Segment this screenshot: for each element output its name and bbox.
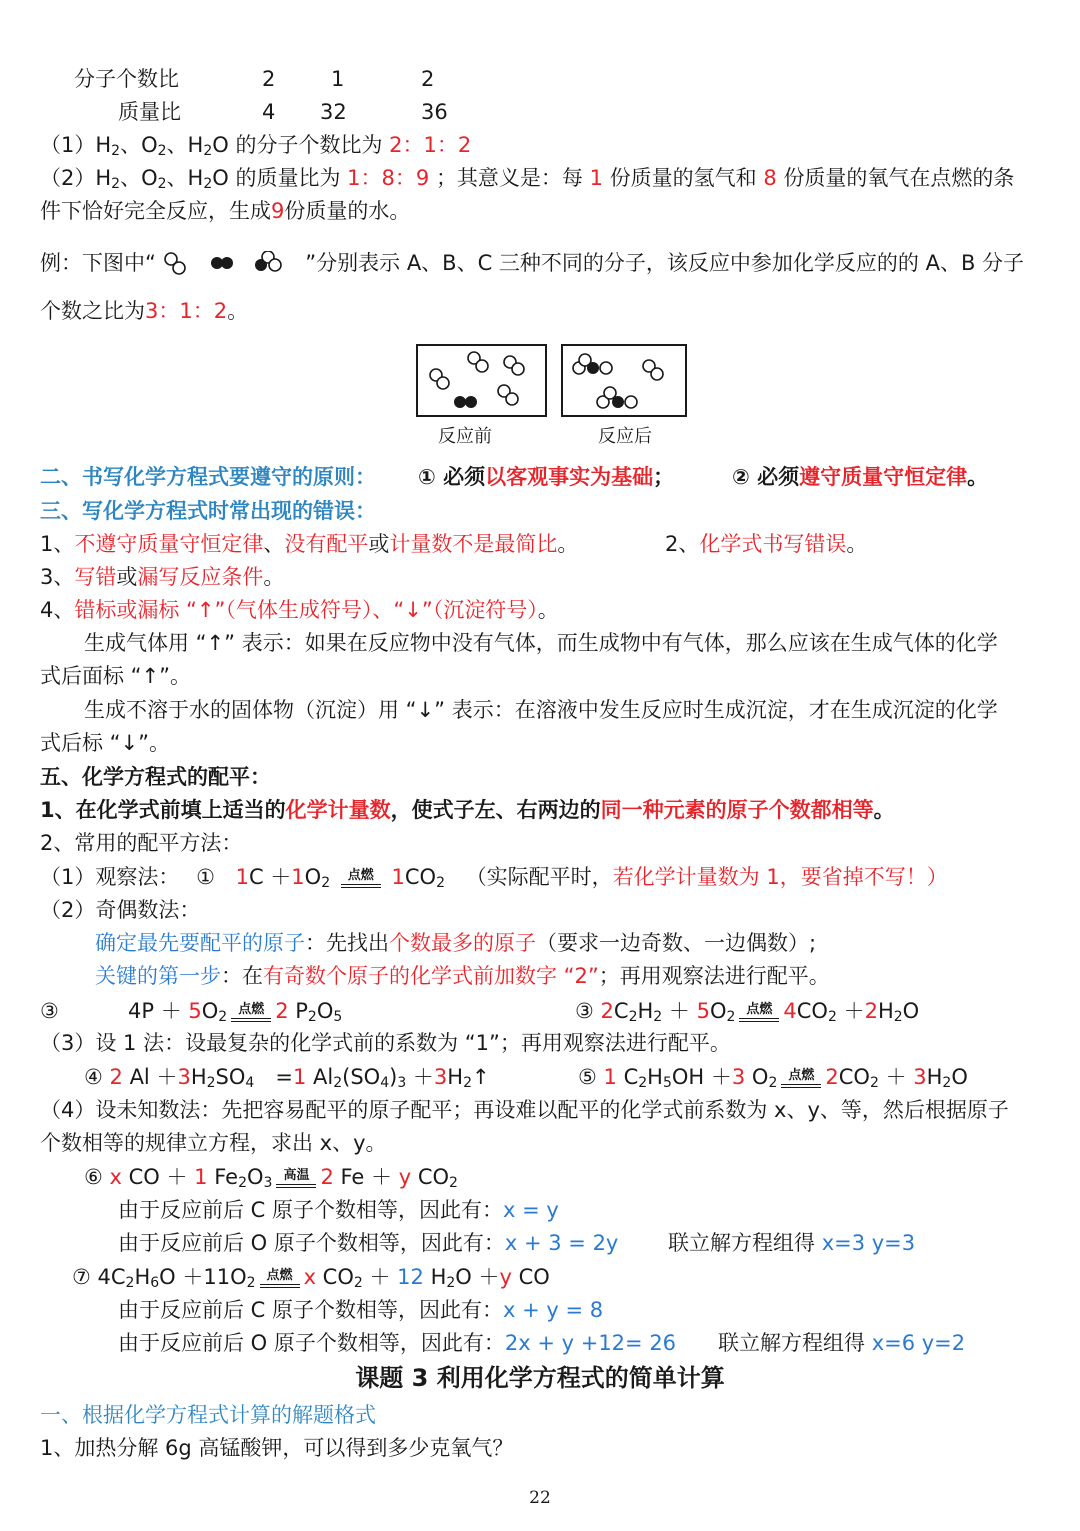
- molecules-before-diagram: [418, 346, 545, 415]
- balancing-definition: 1、在化学式前填上适当的化学计量数，使式子左、右两边的同一种元素的原子个数都相等。: [40, 798, 895, 822]
- after-label: 反应后: [598, 426, 652, 447]
- document-page: 分子个数比 2 1 2 质量比 4 32 36 $(1)H_2$、$O_2$、$H_2O$ 的分子个数比为 2：1：2 $(2)H_2$、$O_2$、$H_2O$ 的质量比为 1：8：9 ；其意义是：每 1 份质量的氢气和 8 份质量的氧气在点燃的条 件下恰好完全反应，生成9份质量的水。 例：下图中“ ”分别表示 A、B、C 三种不同的分子，该反应中参加化学反应的的 A、B 分子 个数之比为3：1：2。 反应前 反应后 二、书写化学方程式要遵守的原则： ① 必须以客观事实为基础； ② 必须遵守质量守恒定律。 三、写化学方程式时常出现的错误： 1、不遵守质量守恒定律、没有配平或计量数不是最简比。 2、化学式书写错误。 3、写错或漏写反应条件。 4、错标或漏标 “↑”（气体生成符号）、“↓”（沉淀符号）。 生成气体用 “↑” 表示：如果在反应物中没有气体，而生成物中有气体，那么应该在生成气体的化学 式后面标 “↑”。 生成不溶于水的固体物（沉淀）用 “↓” 表示：在溶液中发生反应时生成沉淀，才在生成沉淀的化学 式后标 “↓”。 五、化学方程式的配平： 1、在化学式前填上适当的化学计量数，使式子左、右两边的同一种元素的原子个数都相等。 2、常用的配平方法： （1）观察法： ① $1C +1O_2$ 点燃 $1CO_2$ （实际配平时，若化学计量数为 1，要省掉不写！） （2）奇偶数法： 确定最先要配平的原子：先找出个数最多的原子（要求一边奇数、一边偶数）; 关键的第一步：在有奇数个原子的化学式前加数字 “2”；再用观察法进行配平。 ③ $4P + 5O_2$ 点燃 2 $P_2O_5$ ③ $2C_2H_2 + 5O_2$ 点燃 $4CO_2 +2H_2O$ （3）设 1 法：设最复杂的化学式前的系数为 “1”；再用观察法进行配平。 ④ 2 $Al +3H_2SO_4$ =1 $Al_2(SO_4)_3$ $+3H_2↑$ ⑤ 1 $C_2H_5OH +3$ $O_2$ 点燃 $2CO_2 + 3H_2O$ （4）设未知数法：先把容易配平的原子配平；再设难以配平的化学式前系数为 x、y、等，然后根据原子 个数相等的规律立方程，求出 x、y。 ⑥ x CO ＋ 1 $Fe_2O_3$ 高温 2 Fe ＋ y $CO_2$ 由于反应前后 C 原子个数相等，因此有：x = y 由于反应前后 O 原子个数相等，因此有：x + 3 = 2y 联立解方程组得 x=3 y=3 ⑦ $4C_2H_6O +11O_2$ 点燃 x $CO_2 + 12$ $H_2O +y$ CO 由于反应前后 C 原子个数相等，因此有：x + y = 8 由于反应前后 O 原子个数相等，因此有：2x + y +12= 26 联立解方程组得 x=6 y=2 课题 3 利用化学方程式的简单计算 一、根据化学方程式计算的解题格式 1、加热分解 6g 高锰酸钾，可以得到多少克氧气？ 22: [0, 0, 1080, 1531]
- method-set-one: （3）设 1 法：设最复杂的化学式前的系数为 “1”；再用观察法进行配平。: [40, 1031, 731, 1055]
- method-unknowns-cont: 个数相等的规律立方程，求出 x、y。: [40, 1131, 387, 1155]
- ratio-statement-1: $(1)H_2$、$O_2$、$H_2O$ 的分子个数比为 2：1：2: [40, 133, 472, 159]
- reaction-before-box: [416, 344, 547, 417]
- precipitate-rule: 生成不溶于水的固体物（沉淀）用 “↓” 表示：在溶液中发生反应时生成沉淀，才在生成沉淀的化学: [84, 698, 998, 722]
- ratio-statement-2-cont: 件下恰好完全反应，生成9份质量的水。: [40, 199, 411, 223]
- lesson-title: 课题 3 利用化学方程式的简单计算: [355, 1364, 725, 1392]
- section-principles: 二、书写化学方程式要遵守的原则： ① 必须以客观事实为基础； ② 必须遵守质量守恒定律。: [40, 465, 989, 489]
- page-number: 22: [529, 1488, 551, 1508]
- balancing-methods: 2、常用的配平方法：: [40, 831, 243, 855]
- reaction-after-box: [561, 344, 687, 417]
- odd-even-step-1: 确定最先要配平的原子：先找出个数最多的原子（要求一边奇数、一边偶数）;: [95, 931, 817, 955]
- section-balancing-heading: 五、化学方程式的配平：: [40, 765, 271, 789]
- gas-rule-cont: 式后面标 “↑”。: [40, 664, 192, 688]
- molecules-after-diagram: [563, 346, 685, 415]
- calc-format-heading: 一、根据化学方程式计算的解题格式: [40, 1403, 376, 1427]
- precipitate-rule-cont: 式后标 “↓”。: [40, 731, 171, 755]
- error-4: 4、错标或漏标 “↑”（气体生成符号）、“↓”（沉淀符号）。: [40, 598, 559, 622]
- example-line: 例：下图中“ ”分别表示 A、B、C 三种不同的分子，该反应中参加化学反应的的 A、B 分子: [40, 251, 1025, 275]
- condition-ignite: 点燃: [341, 869, 381, 888]
- method-unknowns: （4）设未知数法：先把容易配平的原子配平；再设难以配平的化学式前系数为 x、y、等，然后根据原子: [40, 1098, 1009, 1122]
- before-label: 反应前: [438, 426, 492, 447]
- eq6-oxygen: 由于反应前后 O 原子个数相等，因此有：x + 3 = 2y 联立解方程组得 x=3 y=3: [118, 1231, 916, 1255]
- error-3: 3、写错或漏写反应条件。: [40, 565, 285, 589]
- eq7-carbon: 由于反应前后 C 原子个数相等，因此有：x + y = 8: [118, 1298, 604, 1322]
- method-odd-even: （2）奇偶数法：: [40, 898, 201, 922]
- ratio-statement-2: $(2)H_2$、$O_2$、$H_2O$ 的质量比为 1：8：9 ；其意义是：每 1 份质量的氢气和 8 份质量的氧气在点燃的条: [40, 166, 1015, 192]
- odd-even-step-2: 关键的第一步：在有奇数个原子的化学式前加数字 “2”；再用观察法进行配平。: [95, 964, 830, 988]
- error-1-2: 1、不遵守质量守恒定律、没有配平或计量数不是最简比。 2、化学式书写错误。: [40, 532, 868, 556]
- equation-3: ③ $4P + 5O_2$ 点燃 2 $P_2O_5$ ③ $2C_2H_2 + 5O_2$ 点燃 $4CO_2 +2H_2O$: [40, 999, 920, 1025]
- calc-question-1: 1、加热分解 6g 高锰酸钾，可以得到多少克氧气？: [40, 1436, 514, 1460]
- eq7-oxygen: 由于反应前后 O 原子个数相等，因此有：2x + y +12= 26 联立解方程组得 x=6 y=2: [118, 1331, 966, 1355]
- example-answer: 个数之比为3：1：2。: [40, 299, 249, 323]
- molecule-legend-icon: [163, 251, 299, 277]
- method-observation: （1）观察法： ① $1C +1O_2$ 点燃 $1CO_2$ （实际配平时，若化学计量数为 1，要省掉不写！）: [40, 865, 948, 891]
- gas-rule: 生成气体用 “↑” 表示：如果在反应物中没有气体，而生成物中有气体，那么应该在生成气体的化学: [84, 631, 998, 655]
- eq6-carbon: 由于反应前后 C 原子个数相等，因此有：x = y: [118, 1198, 559, 1222]
- section-errors-heading: 三、写化学方程式时常出现的错误：: [40, 499, 376, 523]
